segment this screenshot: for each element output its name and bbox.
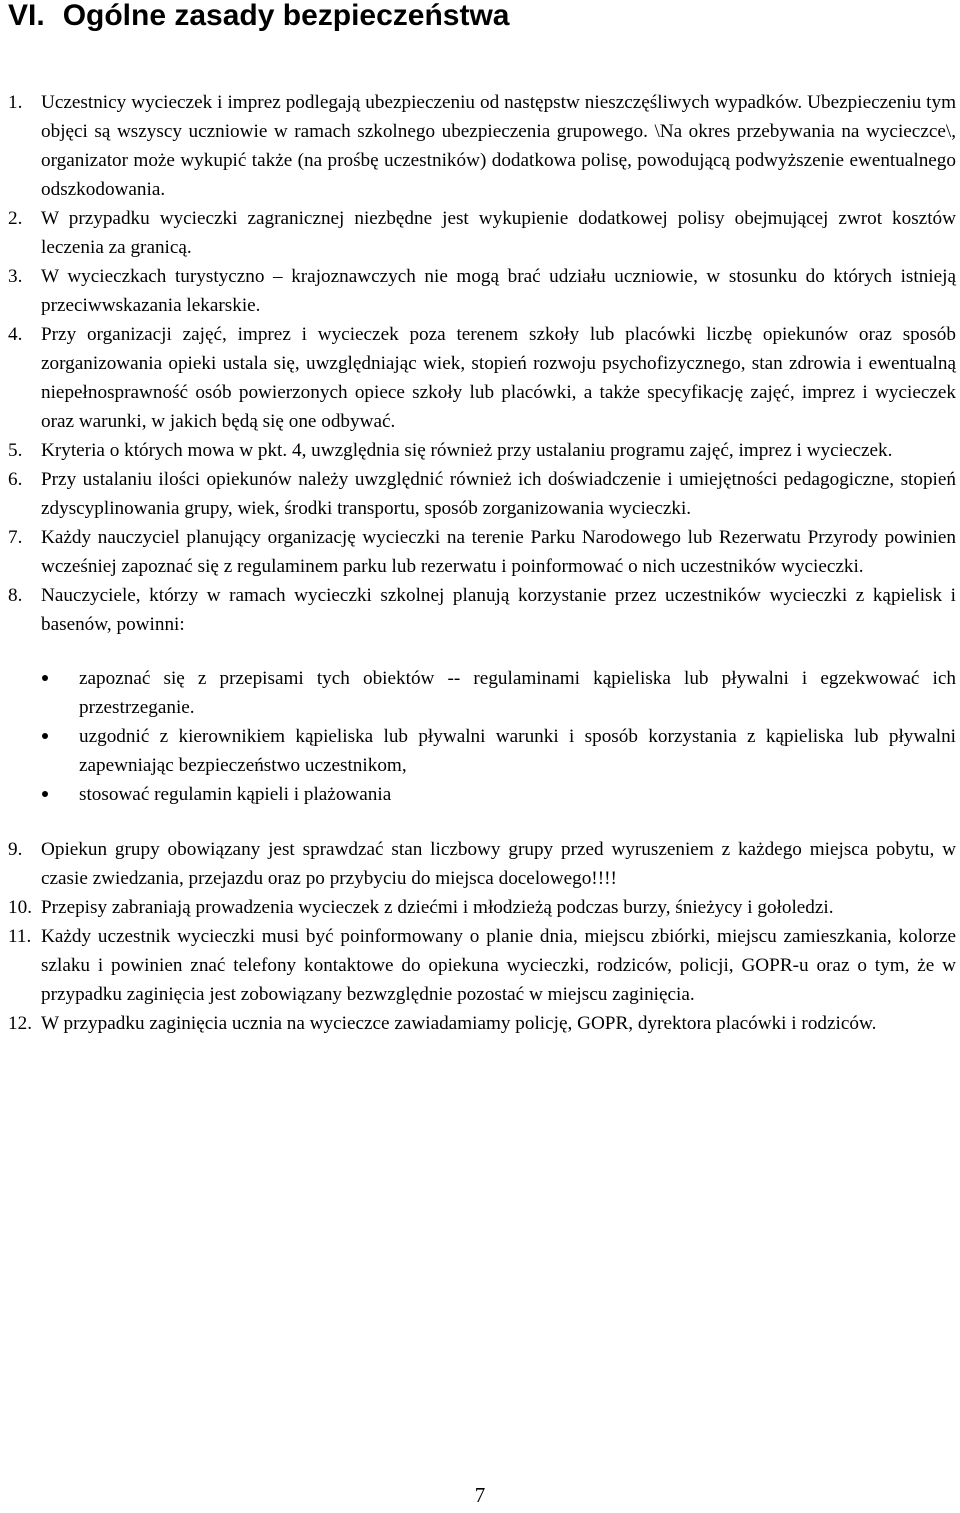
list-item	[8, 465, 956, 523]
bullet-text: uzgodnić z kierownikiem kąpieliska lub pływalni warunki i sposób korzystania z kąpieliska lub pływalni zapewniając bezpieczeństwo uczestnikom,	[79, 726, 956, 776]
item-number: 10.	[8, 897, 32, 918]
section-number: VI.	[8, 0, 45, 32]
bullet-text: stosować regulamin kąpieli i plażowania	[79, 784, 392, 805]
list-item	[8, 204, 956, 262]
item-number: 9.	[8, 839, 23, 860]
bullet-item	[8, 780, 956, 809]
item-text: Nauczyciele, którzy w ramach wycieczki szkolnej planują korzystanie przez uczestników wycieczki z kąpielisk i basenów, powinni:	[41, 585, 956, 635]
bullet-dot-icon	[41, 664, 79, 693]
rules-list	[8, 88, 956, 1038]
bullet-text: zapoznać się z przepisami tych obiektów -- regulaminami kąpieliska lub pływalni i egzekwować ich przestrzeganie.	[79, 668, 956, 718]
list-item	[8, 581, 956, 639]
item-number: 1.	[8, 92, 23, 113]
item-number: 7.	[8, 527, 23, 548]
list-item	[8, 436, 956, 465]
item-text: W przypadku zaginięcia ucznia na wycieczce zawiadamiamy policję, GOPR, dyrektora placówki i rodziców.	[41, 1013, 877, 1034]
list-item	[8, 893, 956, 922]
item-text: Przy organizacji zajęć, imprez i wycieczek poza terenem szkoły lub placówki liczbę opiekunów oraz sposób zorganizowania opieki ustala się, uwzględniając wiek, stopień rozwoju psychofizycznego, stan zdrowia i ewentualną niepełnosprawność osób powierzonych opiece szkoły lub placówki, a także specyfikację zajęć, imprez i wycieczek oraz warunki, w jakich będą się one odbywać.	[41, 324, 956, 432]
list-item	[8, 88, 956, 204]
page-number: 7	[474, 1483, 486, 1507]
bullet-dot-icon	[41, 722, 79, 751]
item-text: Każdy uczestnik wycieczki musi być poinformowany o planie dnia, miejscu zbiórki, miejscu zamieszkania, kolorze szlaku i powinien znać telefony kontaktowe do opiekuna wycieczki, rodziców, policji, GOPR-u oraz o tym, że w przypadku zaginięcia jest zobowiązany bezwzględnie pozostać w miejscu zaginięcia.	[41, 926, 956, 1005]
bullet-item	[8, 722, 956, 780]
item-text: Przy ustalaniu ilości opiekunów należy uwzględnić również ich doświadczenie i umiejętności pedagogiczne, stopień zdyscyplinowania grupy, wiek, środki transportu, sposób zorganizowania wycieczki.	[41, 469, 956, 519]
list-item	[8, 1009, 956, 1038]
list-item	[8, 835, 956, 893]
item-text: Opiekun grupy obowiązany jest sprawdzać stan liczbowy grupy przed wyruszeniem z każdego miejsca pobytu, w czasie zwiedzania, przejazdu oraz po przybyciu do miejsca docelowego!!!!	[41, 839, 956, 889]
item-number: 11.	[8, 926, 32, 947]
item-number: 5.	[8, 440, 23, 461]
item-number: 3.	[8, 266, 23, 287]
bullet-dot-icon	[41, 780, 79, 809]
list-item	[8, 523, 956, 581]
item-text: W przypadku wycieczki zagranicznej niezbędne jest wykupienie dodatkowej polisy obejmującej zwrot kosztów leczenia za granicą.	[41, 208, 956, 258]
item-number: 2.	[8, 208, 23, 229]
item-text: Każdy nauczyciel planujący organizację wycieczki na terenie Parku Narodowego lub Rezerwatu Przyrody powinien wcześniej zapoznać się z regulaminem parku lub rezerwatu i poinformować o nich uczestników wycieczki.	[41, 527, 956, 577]
list-item	[8, 922, 956, 1009]
item-number: 12.	[8, 1013, 32, 1034]
item-number: 6.	[8, 469, 23, 490]
list-item	[8, 320, 956, 436]
item-text: W wycieczkach turystyczno – krajoznawczych nie mogą brać udziału uczniowie, w stosunku do których istnieją przeciwwskazania lekarskie.	[41, 266, 956, 316]
bullet-item	[8, 664, 956, 722]
item-number: 8.	[8, 585, 23, 606]
section-title: Ogólne zasady bezpieczeństwa	[62, 0, 510, 32]
item-number: 4.	[8, 324, 23, 345]
item-text: Uczestnicy wycieczek i imprez podlegają ubezpieczeniu od następstw nieszczęśliwych wypadków. Ubezpieczeniu tym objęci są wszyscy uczniowie w ramach szkolnego ubezpieczenia grupowego. \Na okres przebywania na wycieczce\, organizator może wykupić także (na prośbę uczestników) dodatkowa polisę, powodującą podwyższenie ewentualnego odszkodowania.	[41, 92, 956, 200]
item-text: Kryteria o których mowa w pkt. 4, uwzględnia się również przy ustalaniu programu zajęć, imprez i wycieczek.	[41, 440, 893, 461]
list-item	[8, 262, 956, 320]
item-text: Przepisy zabraniają prowadzenia wycieczek z dziećmi i młodzieżą podczas burzy, śnieżycy i gołoledzi.	[41, 897, 834, 918]
bullet-list	[8, 664, 956, 809]
section-heading	[8, 0, 510, 34]
